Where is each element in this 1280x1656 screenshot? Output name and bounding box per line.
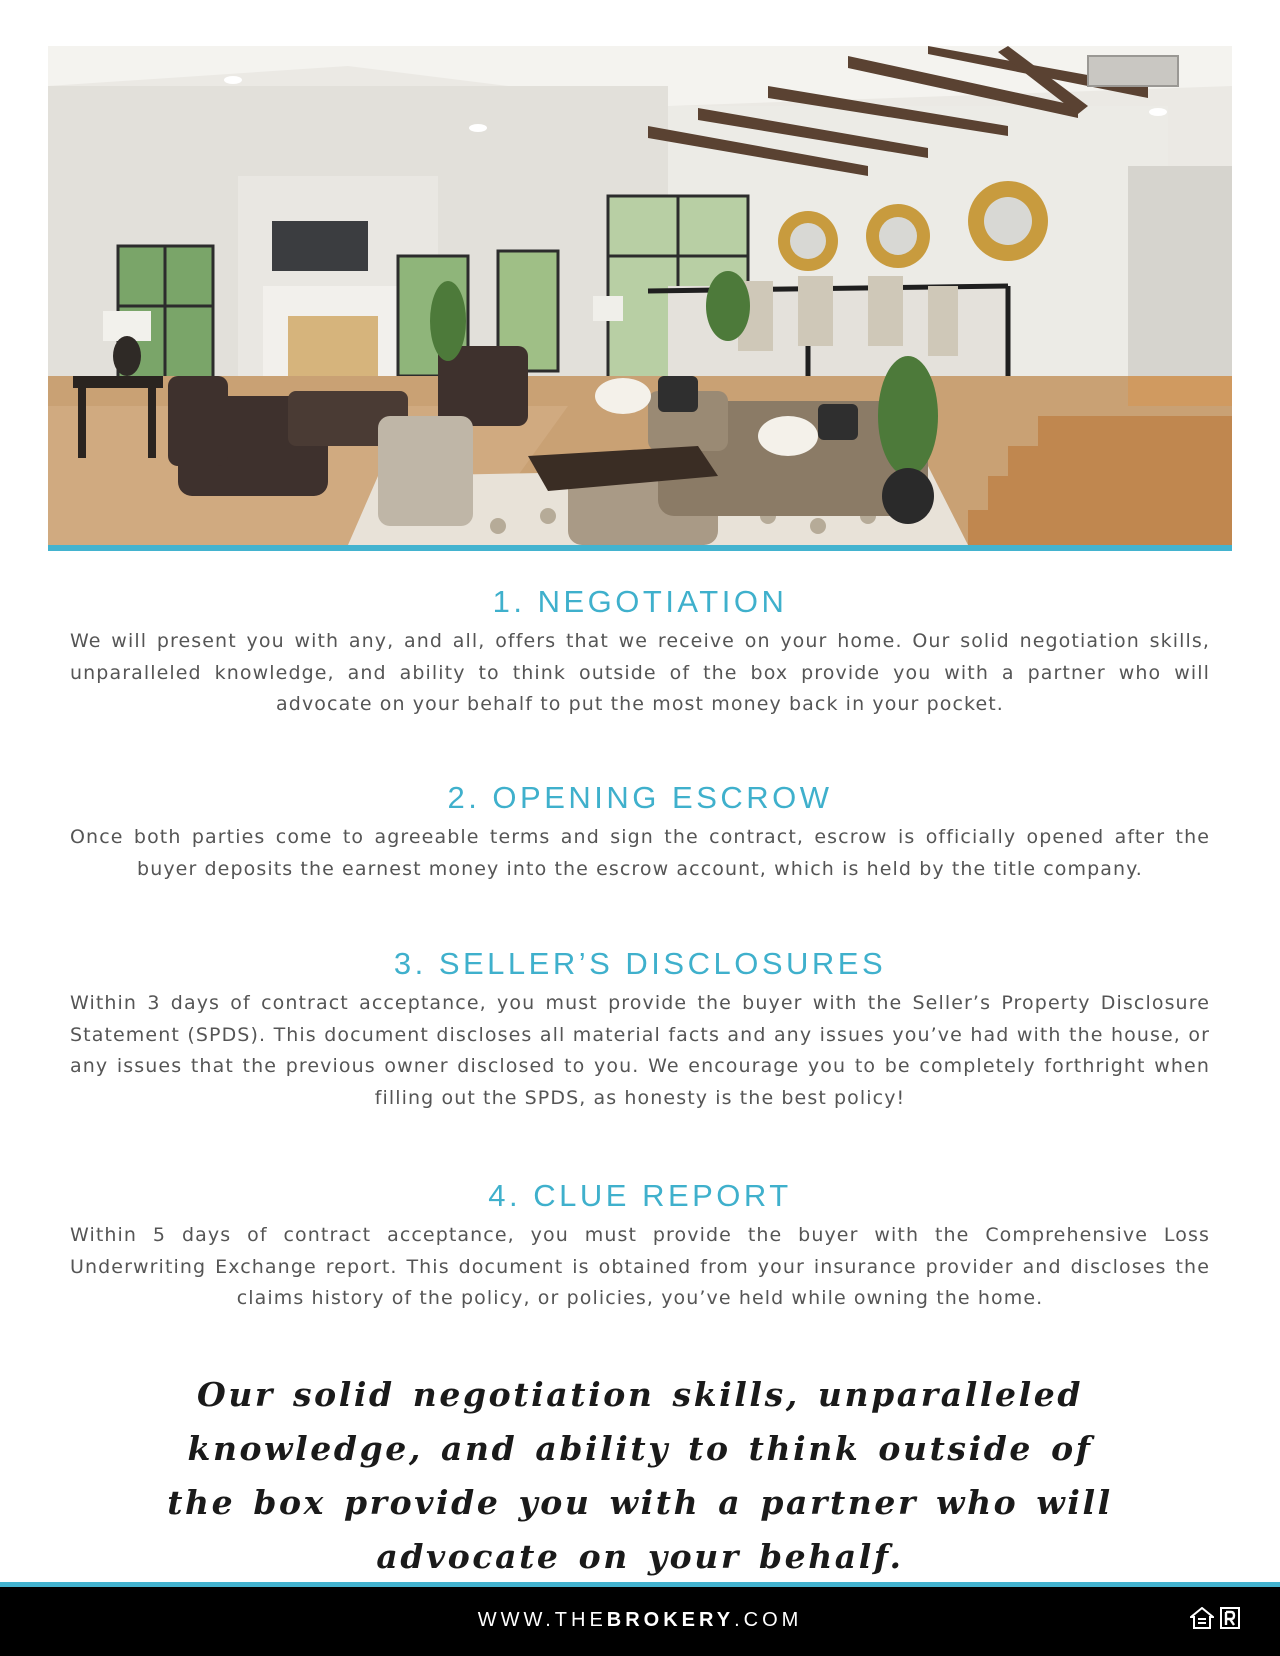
equal-housing-icon: [1190, 1607, 1214, 1629]
section-title: 4. CLUE REPORT: [488, 1178, 792, 1213]
section-body: Within 5 days of contract acceptance, you must provide the buyer with the Comprehensive Loss Underwriting Exchange report. This document is obtained from your insurance provider and discloses the claims history of the policy, or policies, you’ve held while owning the home.: [70, 1224, 1210, 1309]
realtor-icon: [1220, 1607, 1240, 1629]
website-link[interactable]: [0, 1609, 1280, 1632]
hero-photo: [48, 46, 1232, 545]
section-clue-report: [70, 1176, 1210, 1315]
footer-logos: [1190, 1607, 1240, 1629]
section-sellers-disclosures: [70, 944, 1210, 1114]
hero-accent-bar: [48, 545, 1232, 551]
section-body: Within 3 days of contract acceptance, you must provide the buyer with the Seller’s Property Disclosure Statement (SPDS). This document discloses all material facts and any issues you’ve had with the house, or any issues that the previous owner disclosed to you. We encourage you to be completely forthright when filling out the SPDS, as honesty is the best policy!: [70, 992, 1210, 1109]
section-title: 1. NEGOTIATION: [492, 584, 788, 619]
section-title: 2. OPENING ESCROW: [447, 780, 833, 815]
section-body: Once both parties come to agreeable terms and sign the contract, escrow is officially opened after the buyer deposits the earnest money into the escrow account, which is held by the title company.: [70, 826, 1210, 880]
pull-quote: Our solid negotiation skills, unparalleled knowledge, and ability to think outside of the box provide you with a partner who will advocate on your behalf.: [167, 1375, 1113, 1576]
living-room-image: [48, 46, 1232, 545]
section-body: We will present you with any, and all, offers that we receive on your home. Our solid negotiation skills, unparalleled knowledge, and ability to think outside of the box provide you with a partner who will advocate on your behalf to put the most money back in your pocket.: [70, 630, 1210, 715]
footer: [0, 1587, 1280, 1656]
section-opening-escrow: [70, 778, 1210, 885]
url-suffix: .COM: [734, 1609, 803, 1631]
section-negotiation: [70, 582, 1210, 721]
url-brand: BROKERY: [606, 1609, 735, 1631]
url-prefix: WWW.THE: [477, 1609, 607, 1631]
section-title: 3. SELLER’S DISCLOSURES: [393, 946, 887, 981]
